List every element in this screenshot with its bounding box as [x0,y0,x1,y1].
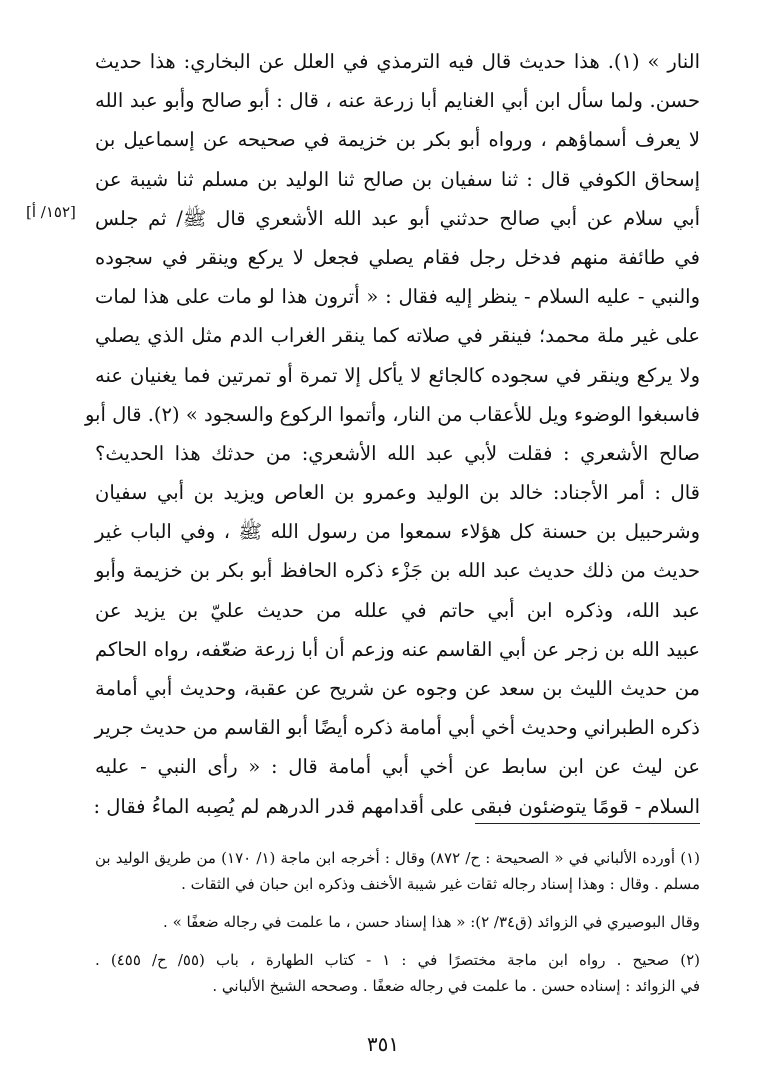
text-line-1: النار » (١). هذا حديث قال فيه الترمذي في العلل عن البخاري: هذا حديث [95,50,700,73]
page-number: ٣٥١ [366,1032,400,1056]
footnote-line: (١) أورده الألباني في « الصحيحة : ح/ ٨٧٢) وقال : أخرجه ابن ماجة (١/ ١٧٠) من طريق الوليد بن [95,849,701,867]
text-line-2: حسن. ولما سأل ابن أبي الغنايم أبا زرعة عنه ، قال : أبو صالح وأبو عبد الله [95,89,700,113]
text-line-6: في طائفة منهم فدخل رجل فقام يصلي فجعل لا يركع وينقر في سجوده [95,245,700,269]
text-line-19: عن ليث عن ابن سابط عن أخي أبي أمامة قال : « رأى النبي - عليه [95,755,700,779]
text-line-10: فاسبغوا الوضوء ويل للأعقاب من النار، وأتموا الركوع والسجود » (٢). قال أبو [84,402,700,426]
margin-reference: [١٥٢/ أ] [26,203,76,221]
text-line-4: إسحاق الكوفي قال : ثنا سفيان بن صالح ثنا الوليد بن مسلم ثنا شيبة عن [95,167,700,191]
footnote-line: مسلم . وقال : وهذا إسناد رجاله ثقات غير شيبة الأخنف وذكره ابن حبان في الثقات . [181,875,700,893]
text-line-12: قال : أمر الأجناد: خالد بن الوليد وعمرو بن العاص ويزيد بن أبي سفيان [95,481,700,505]
text-line-16: عبيد الله بن زجر عن أبي القاسم عنه وزعم أن أبا زرعة ضعّفه، رواه الحاكم [95,637,700,661]
footnote-line: في الزوائد : إسناده حسن . ما علمت في رجاله ضعفًا . وصححه الشيخ الألباني . [212,977,700,995]
footnote-line: (٢) صحيح . رواه ابن ماجة مختصرًا في : ١ - كتاب الطهارة ، باب (٥٥/ ح/ ٤٥٥) . [95,951,701,969]
text-line-5: أبي سلام عن أبي صالح حدثني أبو عبد الله الأشعري قال ﷺ/ ثم جلس [95,206,700,230]
footnote-1-continued [95,909,700,935]
text-line-13: وشرحبيل بن حسنة كل هؤلاء سمعوا من رسول الله ﷺ ، وفي الباب غير [95,520,700,544]
text-line-9: ولا يركع وينقر في سجوده كالجائع لا يأكل إلا تمرة أو تمرتين فما يغنيان عنه [95,363,700,387]
footnote-2 [95,947,700,999]
text-line-20: السلام - قومًا يتوضئون فبقى على أقدامهم قدر الدرهم لم يُصِبه الماءُ فقال : [93,794,700,818]
text-line-8: على غير ملة محمد؛ فينقر في صلاته كما ينقر الغراب الدم مثل الذي يصلي [95,324,700,348]
text-line-18: ذكره الطبراني وحديث أخي أبي أمامة ذكره أيضًا أبو القاسم من حديث جرير [94,716,700,740]
text-line-3: لا يعرف أسماؤهم ، ورواه أبو بكر بن خزيمة في صحيحه عن إسماعيل بن [95,128,700,152]
text-line-15: عبد الله، وذكره ابن أبي حاتم في علله من حديث عليّ بن يزيد عن [95,598,700,622]
footnote-1 [95,845,700,897]
text-line-11: صالح الأشعري : فقلت لأبي عبد الله الأشعري: من حدثك هذا الحديث؟ [95,441,700,465]
footnote-line: وقال البوصيري في الزوائد (ق٣٤/ ٢): « هذا إسناد حسن ، ما علمت في رجاله ضعفًا » . [163,913,700,931]
text-line-17: من حديث الليث بن سعد عن وجوه عن شريح عن عقبة، وحديث أبي أمامة [95,677,700,700]
footnote-divider [475,823,700,824]
text-line-7: والنبي - عليه السلام - ينظر إليه فقال : « أترون هذا لو مات على هذا لمات [95,285,700,309]
text-line-14: حديث من ذلك حديث عبد الله بن جَزْء ذكره الحافظ أبو بكر بن خزيمة وأبو [95,559,700,583]
main-text-body [84,42,700,826]
footnotes [95,845,700,1011]
